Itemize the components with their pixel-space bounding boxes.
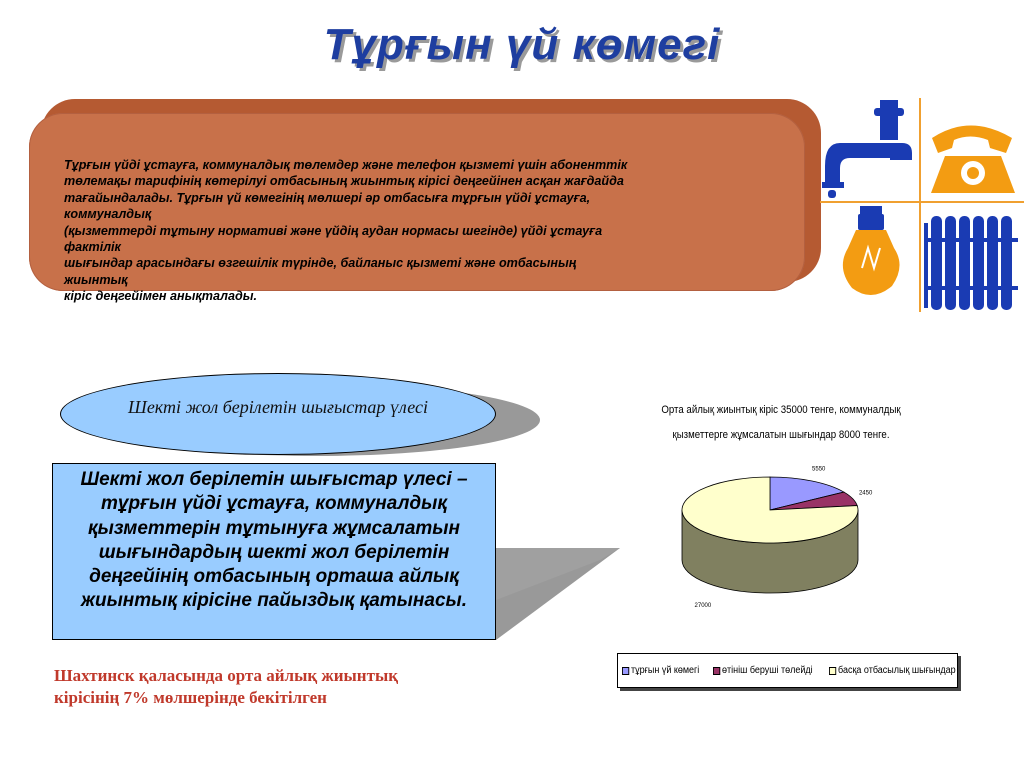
water-tap-icon [822, 100, 912, 198]
page-title: Тұрғын үй көмегі [323, 20, 721, 69]
info-line: төлемақы тарифінің көтерілуі отбасының жиынтық кірісі деңгейінен асқан жағдайда [64, 174, 624, 189]
legend-swatch [622, 667, 629, 675]
radiator-icon [924, 216, 1018, 310]
definition-line: деңгейінің отбасының орташа айлық [89, 566, 459, 588]
light-bulb-icon [843, 206, 900, 295]
pie-chart [660, 455, 880, 615]
definition-line: шығындардың шекті жол берілетін [98, 541, 450, 563]
pie-value-label: 2450 [858, 490, 873, 497]
legend-label: өтініш беруші төлейді [721, 665, 813, 676]
legend-swatch [829, 667, 836, 675]
chart-legend [617, 653, 958, 688]
footnote-line: кірісінің 7% мөлшерінде бекітілген [54, 688, 327, 707]
legend-item [829, 665, 956, 676]
info-line: Тұрғын үйді ұстауға, коммуналдық төлемдер және телефон қызметі үшін абоненттік [64, 158, 628, 172]
utilities-illustration [820, 98, 1024, 312]
chart-title [645, 398, 918, 448]
info-line: шығындар арасындағы өзгешілік түрінде, байланыс қызметі және отбасының [64, 256, 577, 271]
definition-line: тұрғын үйді ұстауға, коммуналдық [101, 493, 447, 515]
legend-swatch [713, 667, 720, 675]
telephone-icon [931, 126, 1015, 194]
chart-title-line: Орта айлық жиынтық кіріс 35000 тенге, коммуналдық [661, 404, 901, 416]
definition-line: жиынтық кірісіне пайыздық қатынасы. [80, 590, 468, 612]
legend-item [622, 665, 699, 676]
legend-item [713, 665, 813, 676]
info-line: кіріс деңгейімен анықталады. [64, 289, 257, 304]
info-line: тағайындалады. Тұрғын үй көмегінің мөлшері әр отбасыға тұрғын үйді ұстауға, [64, 190, 591, 205]
legend-label: басқа отбасылық шығындар [837, 665, 956, 676]
pie-value-label: 27000 [694, 603, 712, 609]
info-line: жиынтық [64, 272, 128, 287]
info-line: (қызметтерді тұтыну нормативі және үйдің аудан нормасы шегінде) үйді ұстауға [64, 223, 603, 238]
legend-label: тұрғын үй көмегі [631, 665, 700, 676]
footnote [54, 665, 514, 709]
definition-line: қызметтерін тұтынуға жұмсалатын [87, 517, 460, 539]
pie-value-label: 5550 [812, 466, 826, 473]
oval-label: Шекті жол берілетін шығыстар үлесі [128, 397, 428, 417]
definition-line: Шекті жол берілетін шығыстар үлесі – [80, 469, 468, 490]
info-box-text [64, 157, 764, 305]
info-line: фактілік [64, 240, 121, 255]
definition-text [52, 468, 496, 614]
footnote-line: Шахтинск қаласында орта айлық жиынтық [54, 666, 399, 685]
chart-title-line: қызметтерге жұмсалатын шығындар 8000 тенге. [672, 429, 890, 441]
info-line: коммуналдық [64, 207, 152, 222]
